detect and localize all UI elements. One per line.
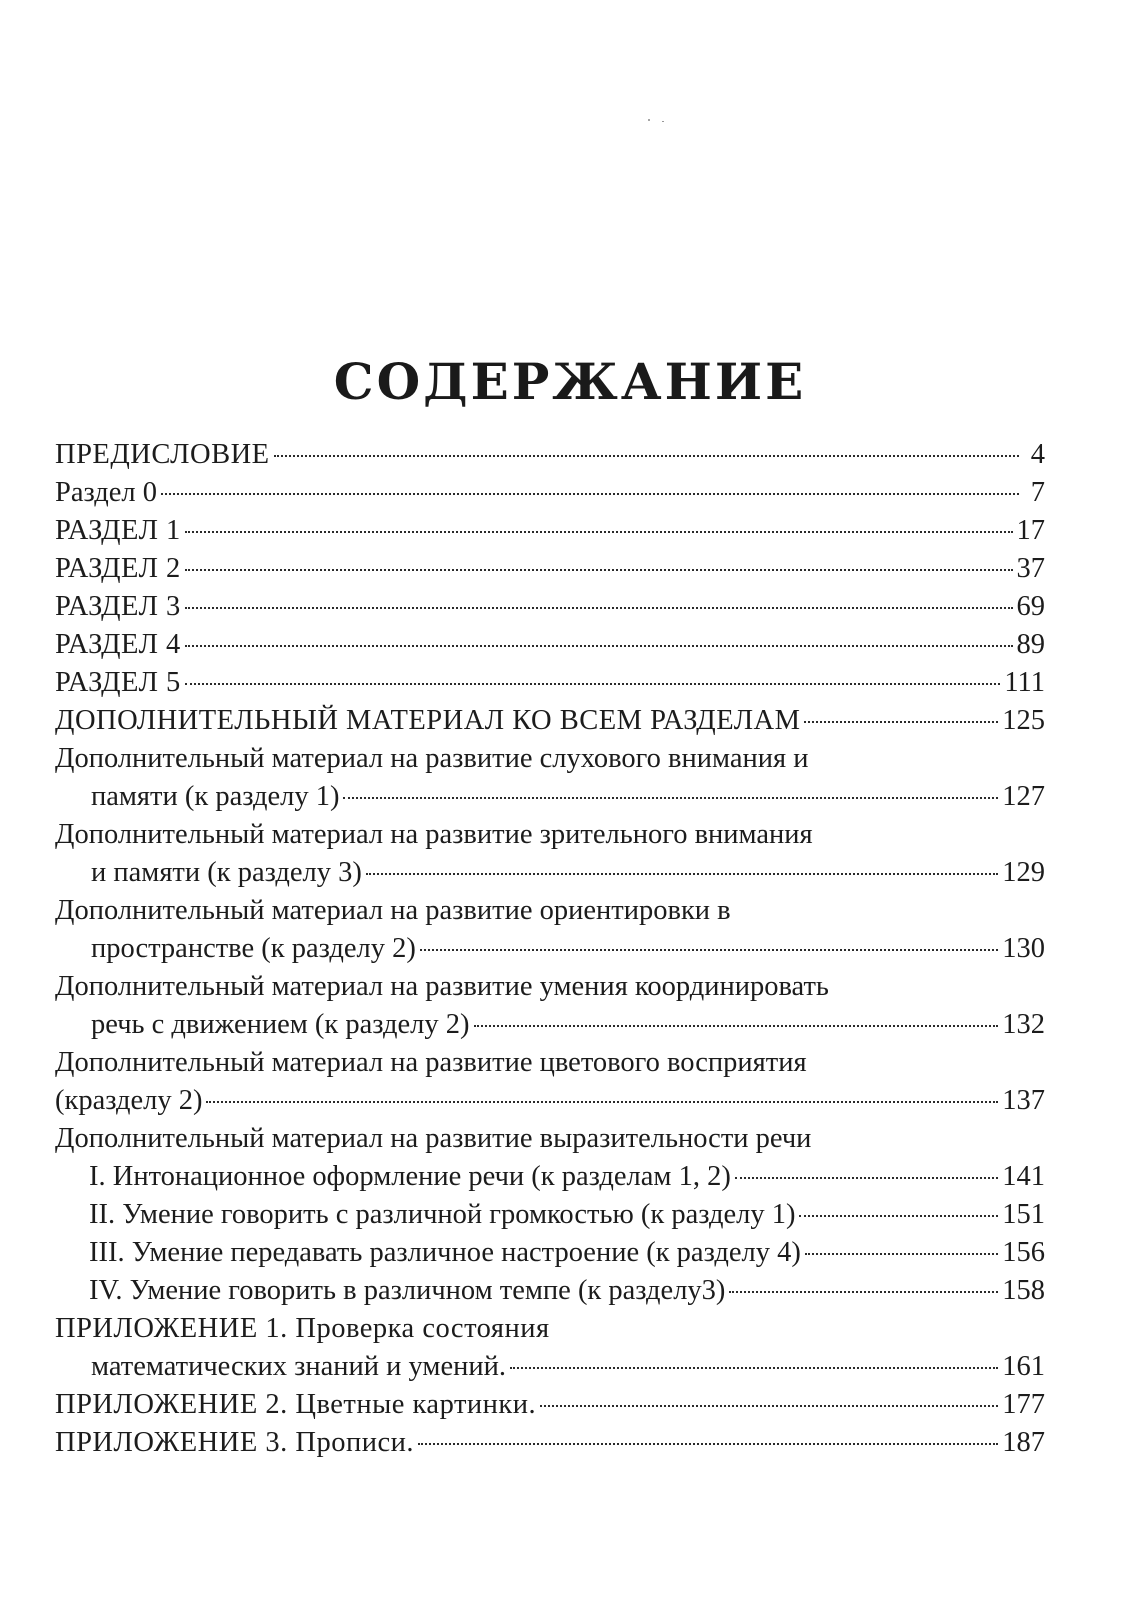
toc-entry-title: ПРИЛОЖЕНИЕ 3. Прописи. bbox=[55, 1427, 414, 1458]
toc-entry-title: IV. Умение говорить в различном темпе (к разделу3) bbox=[89, 1275, 726, 1306]
toc-page-number: 129 bbox=[1002, 857, 1045, 888]
toc-entry[interactable] bbox=[55, 512, 1045, 550]
toc-page-number: 161 bbox=[1002, 1351, 1045, 1382]
toc-entry-title: I. Интонационное оформление речи (к разделам 1, 2) bbox=[89, 1161, 731, 1192]
toc-entry[interactable] bbox=[55, 892, 1045, 968]
toc-entry-title: РАЗДЕЛ 3 bbox=[55, 591, 181, 622]
toc-page-number: 89 bbox=[1016, 629, 1045, 660]
toc-subentry[interactable] bbox=[55, 1234, 1045, 1272]
toc-entry-title: РАЗДЕЛ 2 bbox=[55, 553, 181, 584]
toc-entry[interactable] bbox=[55, 1386, 1045, 1424]
toc-page-number: 137 bbox=[1002, 1085, 1045, 1116]
toc-page-number: 132 bbox=[1002, 1009, 1045, 1040]
toc-entry-title: II. Умение говорить с различной громкостью (к разделу 1) bbox=[89, 1199, 796, 1230]
toc-entry-title-continued: речь с движением (к разделу 2) bbox=[91, 1009, 470, 1040]
toc-entry[interactable] bbox=[55, 1044, 1045, 1120]
toc-entry-title-continued: (кразделу 2) bbox=[55, 1085, 203, 1116]
toc-entry[interactable] bbox=[55, 436, 1045, 474]
toc-entry[interactable] bbox=[55, 740, 1045, 816]
dot-leader bbox=[510, 1367, 998, 1369]
toc-page-number: 127 bbox=[1002, 781, 1045, 812]
toc-entry[interactable] bbox=[55, 816, 1045, 892]
toc-entry-title: Дополнительный материал на развитие слухового внимания и bbox=[55, 743, 809, 774]
dot-leader bbox=[185, 683, 1001, 685]
toc-entry[interactable] bbox=[55, 588, 1045, 626]
toc-entry-title: РАЗДЕЛ 4 bbox=[55, 629, 181, 660]
toc-entry[interactable] bbox=[55, 664, 1045, 702]
toc-page-number: 187 bbox=[1002, 1427, 1045, 1458]
scan-speck bbox=[662, 121, 664, 122]
toc-entry-title-continued: памяти (к разделу 1) bbox=[91, 781, 340, 812]
toc-entry-title: РАЗДЕЛ 1 bbox=[55, 515, 181, 546]
toc-group-heading bbox=[55, 1120, 1045, 1158]
toc-entry-title: ПРИЛОЖЕНИЕ 2. Цветные картинки. bbox=[55, 1389, 537, 1420]
dot-leader bbox=[735, 1177, 998, 1179]
toc-entry-title: ДОПОЛНИТЕЛЬНЫЙ МАТЕРИАЛ КО ВСЕМ РАЗДЕЛАМ bbox=[55, 705, 801, 736]
toc-entry-title: ПРЕДИСЛОВИЕ bbox=[55, 439, 270, 470]
toc-subentry[interactable] bbox=[55, 1272, 1045, 1310]
table-of-contents bbox=[55, 436, 1045, 1462]
toc-page-number: 141 bbox=[1002, 1161, 1045, 1192]
toc-entry[interactable] bbox=[55, 550, 1045, 588]
toc-entry-title: III. Умение передавать различное настроение (к разделу 4) bbox=[89, 1237, 801, 1268]
dot-leader bbox=[274, 455, 1019, 457]
toc-entry[interactable] bbox=[55, 702, 1045, 740]
toc-subentry[interactable] bbox=[55, 1196, 1045, 1234]
dot-leader bbox=[474, 1025, 999, 1027]
toc-entry-title-continued: и памяти (к разделу 3) bbox=[91, 857, 362, 888]
dot-leader bbox=[418, 1443, 998, 1445]
scan-speck bbox=[648, 119, 650, 121]
toc-entry-title: Дополнительный материал на развитие умения координировать bbox=[55, 971, 829, 1002]
toc-entry[interactable] bbox=[55, 1310, 1045, 1386]
dot-leader bbox=[185, 569, 1013, 571]
dot-leader bbox=[366, 873, 998, 875]
toc-entry-title: ПРИЛОЖЕНИЕ 1. Проверка состояния bbox=[55, 1313, 550, 1344]
dot-leader bbox=[729, 1291, 998, 1293]
toc-entry[interactable] bbox=[55, 968, 1045, 1044]
toc-entry-title: Дополнительный материал на развитие зрительного внимания bbox=[55, 819, 813, 850]
dot-leader bbox=[799, 1215, 998, 1217]
toc-entry-title-continued: пространстве (к разделу 2) bbox=[91, 933, 416, 964]
dot-leader bbox=[206, 1101, 998, 1103]
page-title: СОДЕРЖАНИЕ bbox=[333, 352, 807, 411]
dot-leader bbox=[540, 1405, 998, 1407]
dot-leader bbox=[161, 493, 1019, 495]
dot-leader bbox=[343, 797, 998, 799]
toc-page-number: 125 bbox=[1002, 705, 1045, 736]
toc-page-number: 156 bbox=[1002, 1237, 1045, 1268]
toc-page-number: 151 bbox=[1002, 1199, 1045, 1230]
toc-page-number: 130 bbox=[1002, 933, 1045, 964]
dot-leader bbox=[804, 721, 998, 723]
toc-entry-title: Раздел 0 bbox=[55, 477, 157, 508]
toc-entry[interactable] bbox=[55, 1424, 1045, 1462]
toc-page-number: 4 bbox=[1030, 439, 1045, 470]
dot-leader bbox=[185, 607, 1013, 609]
dot-leader bbox=[185, 531, 1013, 533]
toc-entry-title-continued: математических знаний и умений. bbox=[91, 1351, 506, 1382]
toc-page-number: 7 bbox=[1030, 477, 1045, 508]
dot-leader bbox=[185, 645, 1013, 647]
dot-leader bbox=[420, 949, 998, 951]
toc-entry-title: Дополнительный материал на развитие цветового восприятия bbox=[55, 1047, 807, 1078]
toc-subentry[interactable] bbox=[55, 1158, 1045, 1196]
dot-leader bbox=[805, 1253, 998, 1255]
toc-page-number: 17 bbox=[1016, 515, 1045, 546]
toc-entry[interactable] bbox=[55, 474, 1045, 512]
toc-page-number: 177 bbox=[1002, 1389, 1045, 1420]
toc-page-number: 37 bbox=[1016, 553, 1045, 584]
toc-entry-title: РАЗДЕЛ 5 bbox=[55, 667, 181, 698]
toc-entry-title: Дополнительный материал на развитие выразительности речи bbox=[55, 1123, 812, 1154]
toc-entry[interactable] bbox=[55, 626, 1045, 664]
toc-page-number: 158 bbox=[1002, 1275, 1045, 1306]
toc-entry-title: Дополнительный материал на развитие ориентировки в bbox=[55, 895, 731, 926]
toc-page-number: 111 bbox=[1004, 667, 1045, 698]
toc-page-number: 69 bbox=[1016, 591, 1045, 622]
